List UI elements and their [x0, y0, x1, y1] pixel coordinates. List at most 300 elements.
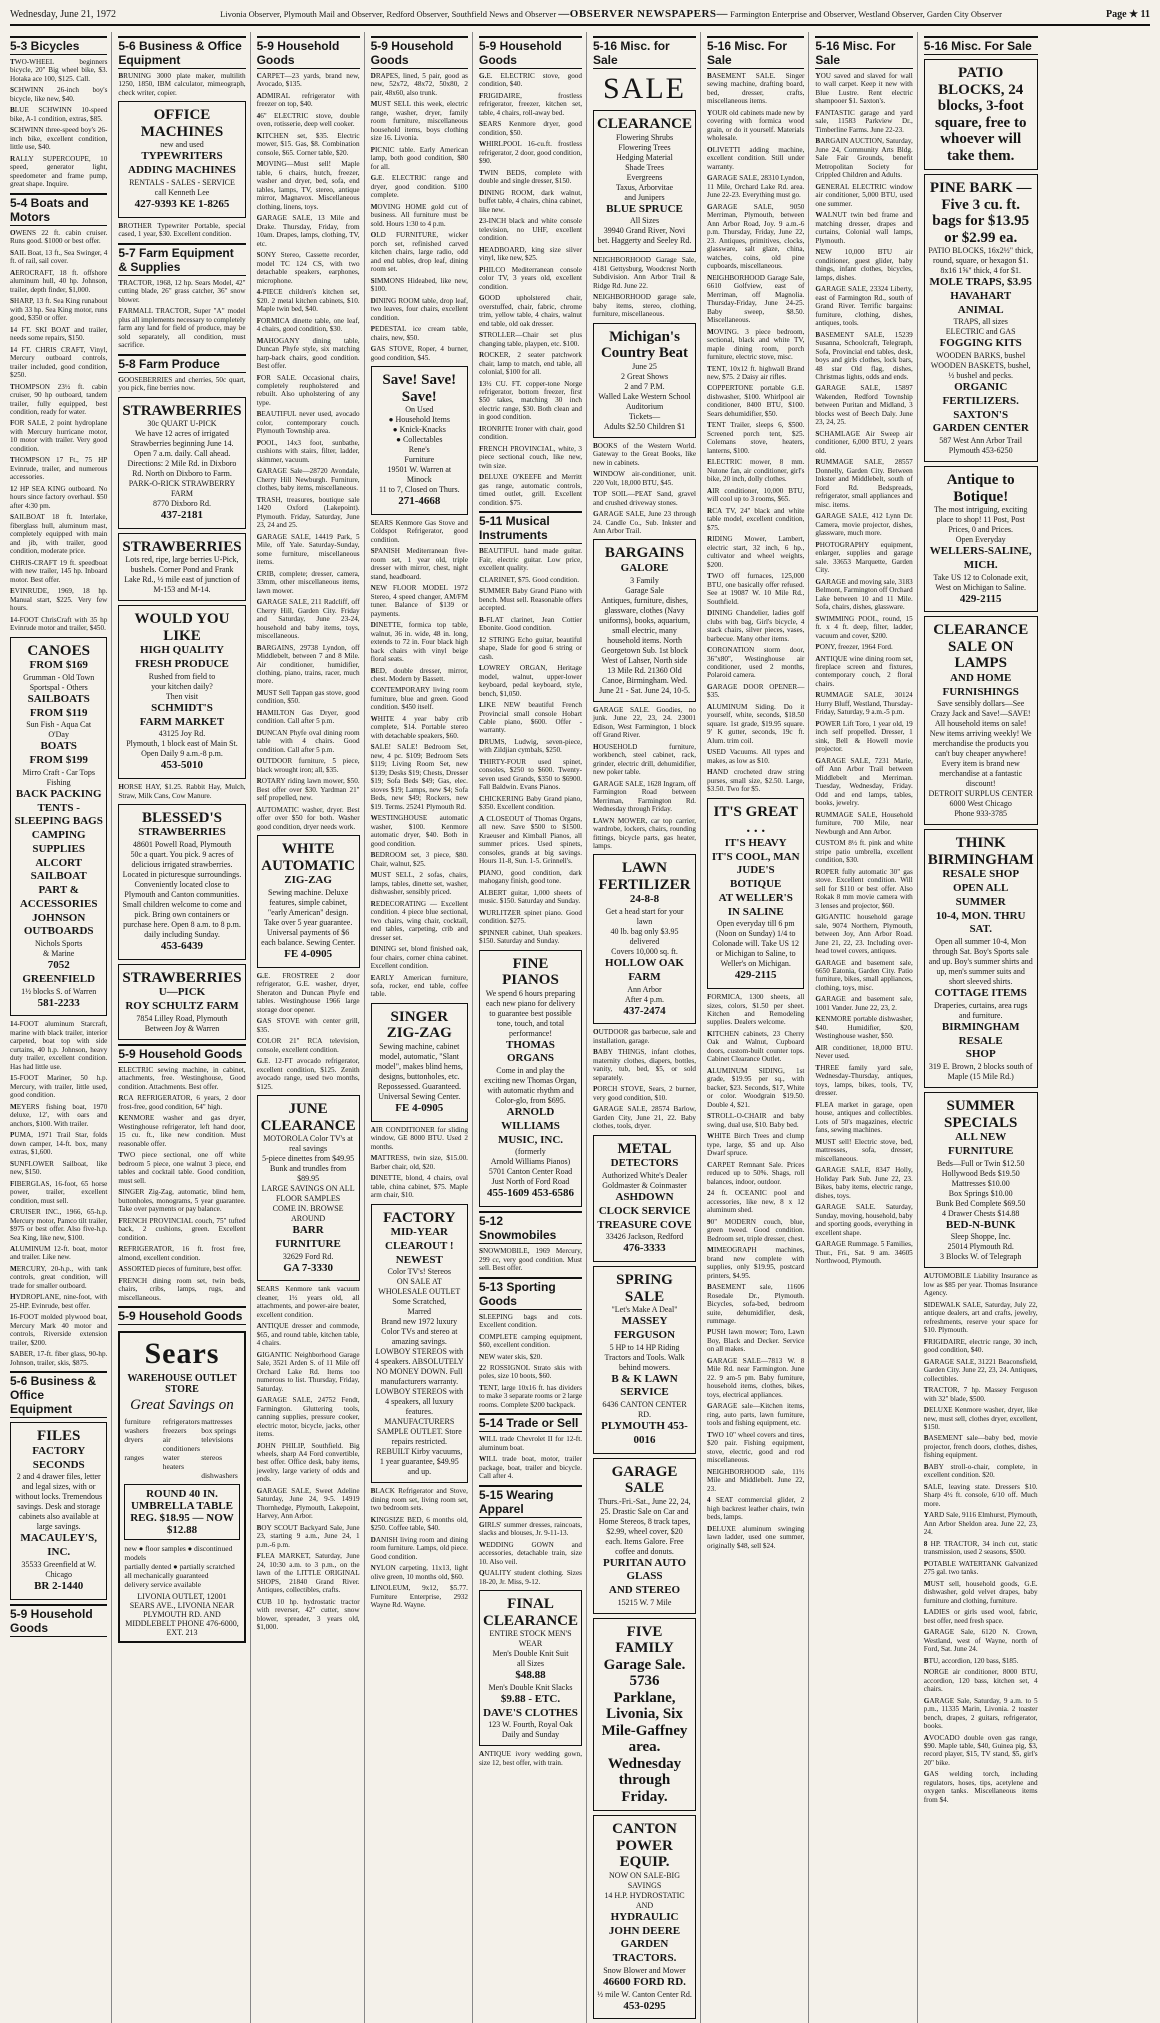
- display-ad: [924, 616, 1038, 825]
- display-ad-line: PATIO BLOCKS, 24 blocks, 3-foot square, free to whoever will take them.: [934, 65, 1027, 164]
- display-ad-line: TREASURE COVE: [597, 1218, 692, 1231]
- display-ad-line: ELECTRIC and GAS: [945, 327, 1016, 337]
- display-ad: [118, 397, 245, 529]
- section-heading: 5-6 Business & Office Equipment: [10, 1371, 107, 1418]
- display-ad-line: 7854 Lilley Road, Plymouth: [136, 1013, 228, 1023]
- classified-ad: ALUMINUM SIDING, 1st grade, $19.95 per sq., with backer, $23. Seconds, $17, White or color. Woodgrain $19.50. Double 4, $21.: [707, 1066, 805, 1109]
- classified-ad: BASEMENT SALE, 15239 Susanna, Schoolcraft, Telegraph, Sofa, Provincial end tables, desk, boys and girls clothes, lock bars, 48 star Old flag, dishes, Christmas lights, odds and ends.: [815, 330, 913, 381]
- classified-ad: 24 ft. OCEANIC pool and accessories, like new, 8 x 12 aluminum shed.: [707, 1189, 805, 1215]
- classified-ad: TRACTOR, 7 hp. Massey Ferguson with 32" blade, $500.: [923, 1386, 1038, 1403]
- classified-ad: GARAGE Rummage. 5 Families, Thur., Fri., Sat. 9 am. 34605 Northwood, Plymouth.: [815, 1240, 913, 1265]
- classified-ad: DINING ROOM, dark walnut, buffet table, 4 chairs, china cabinet, like new.: [478, 188, 582, 214]
- classified-ad: BTU, accordion, 120 bass, $185.: [923, 1656, 1019, 1665]
- classified-ad: G.E. ELECTRIC range and dryer, good condition. $100 complete.: [370, 174, 468, 200]
- classified-ad: MUST sell, household goods, G.E. dishwasher, gold velvet drapes, baby furniture and clothing, furniture.: [923, 1579, 1038, 1605]
- classified-ad: QUALITY student clothing. Sizes 18-20, Jr. Miss, 9-12.: [478, 1569, 582, 1586]
- display-ad-line: Plymouth, 1 block east of Main St.: [126, 739, 238, 749]
- display-ad-line: Nichols Sports: [35, 939, 83, 949]
- classified-ad: GIRLS' summer dresses, raincoats, slacks and blouses, Jr. 9-11-13.: [478, 1520, 582, 1538]
- display-ad-line: ENTIRE STOCK MEN'S WEAR: [489, 1629, 572, 1649]
- display-ad-line: Open everyday till 6 pm (Noon on Sunday) 1/4 to Colonade will. Take US 12 or Michigan to Saline, to Weller's on Michigan.: [712, 919, 800, 969]
- display-ad-line: Sportspal - Others: [29, 682, 88, 692]
- classified-ad: BASEMENT SALE. Singer sewing machine, drafting board, bed, dresser, crafts, miscellaneous items.: [707, 72, 805, 106]
- classified-ad: GARAGE SALE, 23324 Liberty, east of Farmington Rd., south of Grand River. Terrific bargains: furniture, clothing, dishes, antiques, tools.: [815, 285, 913, 328]
- display-ad-line: 6000 West Chicago: [949, 799, 1012, 809]
- sears-item: stereos: [201, 1453, 223, 1463]
- classified-ad: ROPER fully automatic 30" gas stove. Excellent condition. Will sell for $110 or best offer. Also Rokak 8 mm movie camera with 3 lenses and projector, $60.: [815, 867, 913, 910]
- display-ad-line: your kitchen daily?: [151, 681, 213, 691]
- display-ad-line: FILES: [37, 1428, 81, 1445]
- display-ad-line: FINE PIANOS: [502, 955, 559, 989]
- display-ad: [593, 1266, 696, 1454]
- display-ad-line: CANOES: [27, 642, 90, 659]
- classified-ad: GOOD upholstered chair, overstuffed, chair, fabric, chrome trim, yellow table, 4 chairs, walnut end table, old oak dresser.: [478, 294, 582, 328]
- classified-ad: COLOR 21" RCA television, console, excellent condition.: [256, 1037, 360, 1054]
- classified-ad: LADIES or girls used wool, fabric, best offer, need fresh space.: [923, 1608, 1038, 1625]
- classified-ad: MERCURY, 20-h.p., with tank controls, great condition, will trade for smaller outboard.: [10, 1264, 108, 1290]
- classified-ad: BASEMENT sale—baby bed, movie projector, french doors, clothes, dishes, fishing equipment.: [923, 1434, 1038, 1460]
- display-ad-line: FIVE FAMILY Garage Sale. 5736 Parklane, Livonia, Six Mile-Gaffney area. Wednesday through Friday.: [601, 1623, 688, 1805]
- classified-ad: OLD FURNITURE, wicker porch set, refinished carved kitchen chairs, large radio, odd and end tables, drop leaf, dining room set.: [370, 231, 468, 274]
- display-ad-line: THOMAS ORGANS: [506, 1038, 555, 1065]
- classified-ad: COPPERTONE portable G.E. dishwasher, $100. Whirlpool air conditioner, 8400 BTU, $100. Sears dehumidifier, $50.: [707, 384, 805, 418]
- classified-ad: KINGSIZE BED, 6 months old, $250. Coffee table, $40.: [370, 1515, 468, 1533]
- display-ad-line: CANTON POWER EQUIP.: [612, 1821, 677, 1871]
- sears-item: refrigerators: [162, 1417, 200, 1427]
- display-ad-line: 453-5010: [160, 759, 204, 772]
- display-ad-line: NOW ON SALE-BIG SAVINGS: [609, 1870, 680, 1890]
- display-ad-line: BED-N-BUNK: [945, 1218, 1016, 1231]
- classified-ad: MUST sell! Electric stove, bed, mattresses, sofa, dresser, miscellaneous.: [815, 1137, 913, 1163]
- display-ad-line: Lots red, ripe, large berries U-Pick, bushels. Corner Pond and Frank Lake Rd., ½ mile east of junction of M-153 and M-14.: [124, 555, 240, 595]
- classified-ad: SUNFLOWER Sailboat, like new, $150.: [10, 1159, 108, 1177]
- display-ad-line: 5 HP to 14 HP Riding: [609, 1342, 680, 1352]
- masthead-papers-right: Farmington Enterprise and Observer, Westland Observer, Garden City Observer: [730, 9, 1002, 19]
- classified-ad: GARAGE and basement sale, 6650 Eatonia, Garden City. Patio furniture, bikes, small appliances, clothing, toys, misc.: [815, 958, 913, 992]
- display-ad-line: WELLERS-SALINE, MICH.: [929, 545, 1032, 571]
- classified-ad: FLEA market in garage, open house, antiques and collectibles. Lots of 50's magazines, electric fans, sewing machines.: [815, 1100, 913, 1135]
- section-heading: 5-16 Misc. For Sale: [707, 36, 804, 69]
- classified-ad: AUTOMATIC washer, dryer. Best offer over $50 for both. Washer good condition, dryer needs work.: [256, 805, 360, 831]
- display-ad-line: Adults $2.50 Children $1: [603, 421, 686, 431]
- classified-ad: AIR conditioner, 10,000 BTU, will cool up to 3 rooms, $65.: [707, 486, 805, 504]
- classified-ad: GARAGE SALE, 13 Mile and Drake. Thursday, Friday, from 10am. Drapes, lamps, clothing, TV, etc.: [256, 214, 360, 248]
- classified-ad: ANTIQUE wine dining room set, fireplace screen and fixtures, contemporary couch, 2 floral chairs.: [815, 654, 913, 688]
- display-ad-line: Hollywood Beds $19.50: [941, 1168, 1020, 1178]
- display-ad: [118, 605, 245, 779]
- display-ad: [257, 1095, 360, 1281]
- classified-ad: 4-PIECE children's kitchen set, $20. 2 metal kitchen cabinets, $10. Maple twin bed, $40.: [256, 288, 360, 314]
- classified-ad: MOVING—Must sell! Maple table, 6 chairs, hutch, freezer, washer and dryer, bed, sofa, end tables, lamps, TV, stereo, antique mirror, Magnavox. Miscellaneous clothing, linens, toys.: [256, 160, 360, 211]
- classified-ad: BRUNING 3000 plate maker, multilith 1250, 1850, IBM calculator, mimeograph, check writer, copier.: [118, 72, 246, 97]
- display-ad-line: IT'S HEAVY: [724, 836, 787, 849]
- display-ad-line: PINE BARK — Five 3 cu. ft. bags for $13.95 or $2.99 ea.: [929, 180, 1032, 246]
- display-ad-line: SHOP: [965, 1048, 996, 1061]
- sears-feature: all mechanically guaranteed: [124, 1571, 209, 1581]
- display-ad-line: ALCORT SAILBOAT: [30, 856, 87, 883]
- display-ad-line: Sewing machine, cabinet model, automatic, "Slant model", makes blind hems, designs, buttonholes, etc. Repossessed. Guaranteed. Universal Sewing Center.: [375, 1041, 463, 1101]
- display-ad-line: B & K LAWN SERVICE: [611, 1372, 678, 1399]
- display-ad-line: CAMPING SUPPLIES: [31, 829, 86, 855]
- display-ad-line: HAVAHART ANIMAL: [950, 289, 1012, 316]
- classified-ad: OUTDOOR gas barbecue, sale and installation, garage.: [593, 1028, 697, 1045]
- display-ad-line: 15215 W. 7 Mile: [617, 1597, 672, 1607]
- display-ad: [924, 59, 1038, 170]
- classified-ad: SUMMER Baby Grand Piano with bench. Must sell. Reasonable offers accepted.: [478, 587, 582, 613]
- section-heading: 5-9 Household Goods: [118, 1306, 245, 1325]
- display-ad: [924, 466, 1038, 612]
- classified-ad: NEW water skis, $20.: [478, 1352, 543, 1361]
- classified-ad: WHITE Birch Trees and clump type, large, $5 and up. Also Dwarf spruce.: [707, 1132, 805, 1158]
- display-ad-line: We have 12 acres of irrigated Strawberries beginning June 14. Open 7 a.m. daily. Call ahead. Directions: 2 Mile Rd. in Dixboro Rd. North on Dixboro to Farm.: [127, 429, 237, 479]
- display-ad-line: Bunk and trundles from $89.95: [269, 1164, 347, 1184]
- classified-ad: WEDDING GOWN and accessories, detachable train, size 10. Also veil.: [478, 1540, 582, 1566]
- display-ad-line: Rushed from field to: [148, 671, 216, 681]
- classified-ad: MOVING. 3 piece bedroom, sectional, black and white TV, maple dining room, porch furniture, electric stove, misc.: [707, 327, 805, 362]
- display-ad-line: HOLLOW OAK FARM: [605, 957, 684, 983]
- classified-ad: FOR SALE. Occasional chairs, completely reupholstered and rebuilt. Also upholstering of any type.: [256, 373, 360, 407]
- display-ad-line: 437-2181: [160, 509, 204, 522]
- classified-ad: ELECTRIC mower, 8 mm. Nutone fan, air conditioner, girl's bike, 20 inch, dolly clothes.: [707, 458, 805, 484]
- display-ad-line: JUNE CLEARANCE: [260, 1101, 356, 1134]
- classified-ad: OUTDOOR furniture, 5 piece, black wrought iron; all, $35.: [256, 757, 360, 774]
- classified-ad: G.E. ELECTRIC stove, good condition, $40.: [478, 72, 582, 89]
- classified-ad: SONY Stereo, Cassette recorder, model TC 124 CS, with two detachable speakers, earphones, microphone.: [256, 251, 360, 285]
- classified-ad: BOY SCOUT Backyard Sale, June 23, starting 9 a.m., June 24, 1 p.m.-6 p.m.: [256, 1523, 360, 1549]
- display-ad-line: 3 Family: [630, 575, 659, 585]
- section-heading: 5-14 Trade or Sell: [479, 1413, 582, 1432]
- display-ad-line: FOGGING KITS: [939, 337, 1022, 350]
- display-ad-line: 319 E. Brown, 2 blocks south of Maple (15 Mile Rd.): [928, 1062, 1033, 1081]
- classified-ad: GARAGE SALE, Sweet Adeline Saturday, June 24, 9-5. 14919 Thornhedge, Plymouth, Lakepoint, Harvey, Ann Arbor.: [256, 1486, 360, 1521]
- classified-ad: CRIB, complete; dresser, camera, 33mm, other miscellaneous items, lawn mower.: [256, 569, 360, 595]
- classified-ad: AUTOMOBILE Liability Insurance as low as $85 per year. Thomas Insurance Agency.: [923, 1272, 1038, 1298]
- sale-headline: SALE: [603, 72, 686, 105]
- display-ad-line: Grumman - Old Town: [23, 672, 95, 682]
- classified-ad: LOWREY ORGAN, Heritage model, walnut, upper-lower keyboard, pedal keyboard, style, bench, $1,050.: [478, 664, 582, 698]
- section-heading: 5-6 Business & Office Equipment: [118, 36, 245, 69]
- display-ad-line: MOLE TRAPS, $3.95: [929, 276, 1032, 288]
- classified-ad: WURLITZER spinet piano. Good condition. $275.: [478, 908, 582, 926]
- section-heading: 5-9 Household Goods: [479, 36, 582, 69]
- classified-ad: 14-FOOT ChrisCraft with 35 hp Evinrude motor and trailer, $450.: [10, 615, 108, 633]
- sears-subtitle: WAREHOUSE OUTLET STORE: [127, 1373, 237, 1396]
- classified-ad: NEIGHBORHOOD garage sale, baby items, stereo, clothing, furniture, miscellaneous.: [593, 293, 697, 319]
- classified-ad: NEW FLOOR MODEL 1972 Stereo, 4 speed changer, AM/FM tuner. Balance of $139 or payments.: [370, 584, 468, 618]
- display-ad-line: GARAGE SALE: [611, 1463, 678, 1497]
- display-ad-line: Auditorium: [625, 401, 664, 411]
- sears-promo-box: [124, 1484, 239, 1540]
- classified-ad: FRIGIDAIRE, electric range, 30 inch, good condition, $40.: [923, 1337, 1038, 1355]
- display-ad-line: FARM MARKET: [139, 715, 225, 728]
- display-ad-line: AND HOME FURNISHINGS: [942, 671, 1019, 698]
- classified-ad: SWIMMING POOL, round, 15 ft. x 4 ft. deep, filter, ladder, vacuum and cover, $200.: [815, 614, 913, 640]
- classified-ad: WINDOW air-conditioner, unit. 220 Volt, 18,000 BTU, $45.: [593, 470, 697, 487]
- classified-ad: JOHN PHILIP, Southfield. Big wheels, sharp A4 Ford convertible, best offer. Office desk, baby items, jewelry, large variety of odds and ends.: [256, 1441, 360, 1484]
- section-heading: 5-8 Farm Produce: [118, 354, 245, 373]
- classified-ad: SCHWINN three-speed boy's 26-inch bike, excellent condition, little use, $40.: [10, 126, 108, 152]
- classified-ad: TWIN BEDS, complete with double and single dresser, $150.: [478, 168, 582, 186]
- display-ad-line: Get a head start for your lawn: [605, 907, 684, 927]
- classified-column: [118, 32, 250, 2023]
- classified-ad: RALLY SUPERCOUPE, 10 speed, generator light, speedometer and frame pump, great shape. Inquire.: [10, 154, 108, 189]
- classified-ad: REDECORATING — Excellent condition. 4 piece blue sectional, two chairs, wing chair, cocktail, end tables, carpeting, crib and dresser set.: [370, 899, 468, 942]
- classified-ad: G.E. 12-FT avocado refrigerator, excellent condition, $125. Zenith avocado range, used two months, $125.: [256, 1057, 360, 1091]
- classified-ad: GARAGE SALE, 28574 Barlow, Garden City, June 21, 22. Baby clothes, tools, dryer.: [593, 1105, 697, 1131]
- classified-ad: SEARS Kenmore tank vacuum cleaner, 1½ years old, all attachments, and power-aire beater, excellent condition.: [256, 1285, 360, 1319]
- classified-ad: SHARP, 13 ft. Sea King runabout with 33 hp. Sea King motor, runs good, $350 or offer.: [10, 297, 108, 323]
- display-ad-line: behind mowers.: [618, 1362, 671, 1372]
- display-ad-line: GA 7-3330: [283, 1261, 333, 1274]
- classified-column: [479, 32, 587, 2023]
- section-heading: 5-3 Bicycles: [10, 36, 107, 55]
- display-ad-line: 2 and 7 P.M.: [624, 381, 665, 391]
- classified-ad: HEADBOARD, king size silver vinyl, like new, $25.: [478, 245, 582, 263]
- display-ad-line: BLESSED'S: [141, 809, 222, 826]
- display-ad-line: Open all summer 10-4, Mon through Sat. Boy's Sports sale and up. Boy's summer shirts and up, men's summer suits and short sleeved shirts.: [928, 937, 1033, 986]
- display-ad-line: $9.88 - ETC.: [500, 1692, 561, 1705]
- classified-ad: MATTRESS, twin size, $15.00. Barber chair, old, $20.: [370, 1154, 468, 1171]
- classified-ad: WHITE 4 year baby crib complete, $14. Portable stereo with detachable speakers, $60.: [370, 714, 468, 740]
- classified-ad: SAILBOAT 18 ft. Interlake, fiberglass hull, aluminum mast, completely equipped with main and jib, with trailer, good condition, moderate price.: [10, 513, 108, 556]
- display-ad-line: GALORE: [620, 561, 669, 574]
- classified-ad: AEROCRAFT, 18 ft. offshore aluminum hull, 40 hp. Johnson, trailer, depth finder, $1,000.: [10, 268, 108, 294]
- classified-ad: OWENS 22 ft. cabin cruiser. Runs good. $1000 or best offer.: [10, 228, 108, 246]
- classified-ad: COMPLETE camping equipment, $60, excellent condition.: [478, 1332, 582, 1350]
- classified-ad: SALE! SALE! Bedroom Set, new, 4 pc. $109; Bedroom Sets $119; Living Room Set, new $139; Desks $19; Chests, Dresser $19; Sofa Beds $49; Gas, elec. stoves $19; Lamps, new $4; Sofa Beds, new $49; Rockers, new $19. Terms. 25241 Plymouth Rd.: [370, 743, 468, 811]
- display-ad: [371, 1003, 468, 1122]
- classified-ad: DINING ROOM table, drop leaf, two leaves, four chairs, excellent condition.: [370, 296, 468, 322]
- classified-ad: HORSE HAY, $1.25. Rabbit Hay, Mulch, Straw, Milk Cans, Cow Manure.: [118, 783, 246, 800]
- display-ad-line: FINAL CLEARANCE: [482, 1596, 578, 1629]
- classified-ad: SPINNER cabinet, Utah speakers. $150. Saturday and Sunday.: [478, 928, 582, 946]
- display-ad-line: JOHNSON OUTBOARDS: [23, 911, 94, 938]
- display-ad-line: SAILBOATS: [27, 692, 90, 705]
- classified-ad: KITCHEN cabinets, 23 Cherry Oak and Walnut, Cupboard doors, custom-built counter tops. Cabinet Clearance Outlet.: [707, 1029, 805, 1064]
- classified-column: [593, 32, 701, 2023]
- display-ad-line: OFFICE MACHINES: [140, 107, 224, 140]
- display-ad-line: LARGE SAVINGS ON ALL FLOOR SAMPLES: [261, 1184, 355, 1204]
- classified-ad: 46" ELECTRIC stove, double oven, rotisserie, deep well cooker.: [256, 111, 360, 129]
- display-ad-line: FROM $199: [29, 754, 88, 767]
- classified-ad: FLEA MARKET, Saturday, June 24, 10:30 a.m. to 3 p.m., on the lawn of the LITTLE ORIGINAL SHOPS, 21840 Grand River. Antiques, collectibles, crafts.: [256, 1552, 360, 1595]
- display-ad-line: PURITAN AUTO GLASS: [602, 1556, 687, 1583]
- classified-ad: CUB 10 hp. hydrostatic tractor with reverser, 42" cutter, snow blower, spreader, 3 years old, $1,000.: [256, 1597, 360, 1632]
- classified-ad: SABER, 17-ft. fiber glass, 90-hp. Johnson, trailer, skis, $875.: [10, 1350, 108, 1367]
- display-ad-line: RENTALS - SALES - SERVICE: [129, 177, 235, 187]
- classified-ad: ANTIQUE ivory wedding gown, size 12, best offer, with train.: [478, 1750, 582, 1767]
- display-ad-line: all Sizes: [517, 1659, 544, 1669]
- display-ad-line: DAVE'S CLOTHES: [483, 1706, 578, 1719]
- classified-column: [707, 32, 809, 2023]
- classified-ad: ROTARY riding lawn mower, $50. Best offer over $30. Yardman 21" self propelled, new.: [256, 777, 360, 803]
- display-ad-line: NEWEST: [395, 1253, 443, 1266]
- section-heading: 5-11 Musical Instruments: [479, 511, 582, 544]
- classified-ad: NEW 10,000 BTU air conditioner, guest glider, baby things, infant clothes, bicycles, lamps, dishes.: [815, 248, 913, 282]
- section-heading: 5-12 Snowmobiles: [479, 1211, 582, 1244]
- classified-ad: BROTHER Typewriter Portable, special cased, 1 year, $30. Excellent condition.: [118, 221, 246, 239]
- classified-ad: ELECTRIC sewing machine, in cabinet, attachments, free. Westinghouse, Good condition. Attachments. Best offer.: [118, 1065, 246, 1091]
- classified-ad: DRAPES, lined, 5 pair, good as new, 52x72, 48x72, 50x80, 2 pair, 48x60, also trunk.: [370, 72, 468, 97]
- display-ad: [479, 950, 582, 1208]
- display-ad: [593, 854, 696, 1024]
- display-ad-line: COTTAGE ITEMS: [934, 987, 1027, 999]
- display-ad: [118, 101, 245, 217]
- sears-item: water heaters: [162, 1453, 185, 1472]
- section-heading: 5-9 Household Goods: [118, 1044, 245, 1063]
- display-ad-line: Brand new 1972 luxury Color TVs and stereo at amazing savings. LOWBOY STEREOS with 4 speakers. ABSOLUTELY NO MONEY DOWN. Full manufacturers warranty.: [374, 1317, 464, 1387]
- classified-ad: OLIVETTI adding machine, excellent condition. Still under warranty.: [707, 145, 805, 171]
- display-ad-line: BLUE SPRUCE: [606, 202, 683, 215]
- classified-ad: LAWN MOWER, car top carrier, wardrobe, lockers, chairs, rounding fittings, bicycle parts, gas heater, lamps.: [593, 816, 697, 850]
- display-ad-line: WOODEN BASKETS, bushel,: [930, 361, 1031, 370]
- classified-ad: 14 FT. CHRIS CRAFT, Vinyl, Mercury outboard controls, trailer included, good condition, $250.: [10, 345, 108, 380]
- classified-ad: IRONRITE Ironer with chair, good condition.: [478, 424, 582, 442]
- classified-ad: SIMMONS Hideabed, like new, $100.: [370, 276, 468, 294]
- display-ad-line: WOULD YOU LIKE: [134, 611, 230, 644]
- classified-ad: THOMPSON 23½ ft. cabin cruiser, 90 hp outboard, tandem trailer, fully equipped, best condition, ready for water.: [10, 382, 108, 416]
- classified-ad: RIDING Mower, Lambert, electric start, 32 inch, 6 hp., cultivator and wheel weights, $200.: [707, 535, 805, 569]
- sears-logo: Sears: [144, 1337, 220, 1371]
- display-ad-line: 3 Blocks W. of Telegraph: [940, 1252, 1022, 1262]
- display-ad-line: delivered: [629, 937, 660, 947]
- display-ad-line: WHITE AUTOMATIC: [261, 841, 355, 874]
- classified-ad: FRENCH dining room set, twin beds, chairs, cribs, lamps, rugs, and miscellaneous.: [118, 1276, 246, 1302]
- classified-ad: WHIRLPOOL 16-cu.ft. frostless refrigerator, 2 door, good condition, $90.: [478, 140, 582, 166]
- classified-ad: ROCKER, 2 seater patchwork chair, lamp to match, end table, all colonial, $100 for all.: [478, 351, 582, 377]
- sears-item: ranges: [124, 1453, 144, 1463]
- classified-ad: A CLOSEOUT of Thomas Organs, all new. Save $500 to $1500. Kraeuser and Kimball Pianos, all summer prices. Used spinets, consoles, grands at big savings. Hours 11-8, Sun. 1-5. Grinnell's.: [478, 814, 582, 866]
- classified-ad: MAHOGANY dining table, Duncan Phyfe style, six matching harp-back chairs, good condition. Best offer.: [256, 336, 360, 371]
- sears-promo-title: ROUND 40 IN. UMBRELLA TABLE: [130, 1488, 233, 1513]
- classified-ad: DUNCAN Phyfe oval dining room table with 4 chairs. Good condition. Call after 5 p.m.: [256, 728, 360, 754]
- display-ad-line: 40 lb. bag only $3.95: [610, 927, 679, 937]
- display-ad: [593, 110, 696, 252]
- display-ad: [10, 637, 107, 1017]
- classified-ad: KENMORE washer and gas dryer, Westinghouse refrigerator, left hand door, 15 cu. ft., like new condition. Must reasonable offer.: [118, 1114, 246, 1148]
- classified-ad: MUST SELL this week, electric range, washer, dryer, family room furniture, miscellaneous household items, boys clothing size 16. Livonia.: [370, 100, 468, 143]
- classified-ad: SLEEPING bags and cots. Excellent condition.: [478, 1312, 582, 1330]
- display-ad: [593, 1618, 696, 1812]
- display-ad-line: 32629 Ford Rd.: [282, 1251, 334, 1261]
- display-ad: [118, 804, 245, 960]
- classified-ad: CUSTOM 8½ ft. pink and white stripe patio umbrella, excellent condition, $30.: [815, 839, 913, 865]
- display-ad-line: 429-2115: [959, 592, 1002, 605]
- classified-ad: TWO-WHEEL beginners bicycle, 20" Big wheel bike, $3. Hotaka ace 100, $125. Call.: [10, 58, 108, 83]
- classified-ad: WILL trade Chevrolet II for 12-ft. aluminum boat.: [478, 1435, 582, 1452]
- display-ad-line: 50c a quart. You pick. 9 acres of delicious irrigated strawberries. Located in picturesque surroundings. Conveniently located close to Plymouth and Canton communities. Small children welcome to come and pick. Bring own containers or purchase here. Open 8 a.m. to 8 p.m. daily including Sunday.: [122, 850, 242, 940]
- display-ad-line: Bunk Bed Complete $69.50: [936, 1198, 1026, 1208]
- display-ad-line: THINK BIRMINGHAM: [927, 835, 1034, 868]
- display-ad-line: Plymouth 453-6250: [948, 446, 1013, 455]
- display-ad-line: U—PICK: [158, 986, 206, 999]
- classified-ad: PEDESTAL ice cream table, chairs, new, $50.: [370, 325, 468, 342]
- classified-columns: [10, 32, 1150, 2012]
- classified-ad: ALUMINUM 12-ft. boat, motor and trailer. Like new.: [10, 1244, 108, 1262]
- classified-ad: 8 HP. TRACTOR, 34 inch cut, static transmission, used 2 seasons, $500.: [923, 1539, 1038, 1557]
- sears-address: LIVONIA OUTLET, 12001 SEARS AVE., LIVONIA NEAR PLYMOUTH RD. AND MIDDLEBELT PHONE 476-6000, EXT. 213: [125, 1592, 239, 1638]
- display-ad-line: Daily and Sunday: [501, 1730, 560, 1740]
- display-ad-line: Fishing: [46, 777, 71, 787]
- classified-ad: BABY THINGS, infant clothes, maternity clothes, diapers, bottles, vanity, tub, bed, $5, or sold separately.: [593, 1048, 697, 1082]
- display-ad-line: Take US 12 to Colonade exit, West on Michigan to Saline.: [933, 572, 1028, 592]
- display-ad-line: (formerly: [515, 1147, 546, 1157]
- display-ad: [924, 174, 1038, 462]
- classified-ad: BEDROOM set, 3 piece, $80. Chair, walnut, $25.: [370, 851, 468, 868]
- display-ad-line: 476-3333: [623, 1242, 666, 1255]
- classified-ad: FARMALL TRACTOR, Super "A" model plus all implements necessary to completely farm any land for field of produce, may be sold separately, all condition, must sacrifice.: [118, 307, 246, 350]
- display-ad-line: ½ mile W. Canton Center Rd.: [597, 1989, 692, 1999]
- display-ad-line: Men's Double Knit Slacks: [488, 1682, 573, 1692]
- display-ad-line: Arnold Williams Pianos): [490, 1157, 571, 1167]
- display-ad-line: Beds—Full or Twin $12.50: [936, 1158, 1025, 1168]
- display-ad-line: Antiques, furniture, dishes, glassware, clothes (Navy uniforms), books, aquarium, small electric, many household items. North Georgetown Sub. 1st block West of Lahser, North side 13 Mile Rd. 21360 Old Canoe, Birmingham. Wed. June 21 - Sat. June 24, 10-5.: [599, 595, 690, 695]
- sears-item: [124, 1471, 162, 1480]
- classified-ad: PHOTOGRAPHY equipment, enlarger, supplies and garage sale. 33653 Marquette, Garden City.: [815, 540, 913, 575]
- classified-ad: BED, double dresser, mirror, chest. Modern by Bassett.: [370, 666, 468, 683]
- classified-ad: THIRTY-FOUR used spinet, consoles, $250 to $600. Twenty-seven used Grands, $350 to $6900. Fall Baldwin. Evans Pianos.: [478, 757, 582, 792]
- classified-ad: STROLL-O-CHAIR and baby swing, dual use, $10. Baby bed.: [707, 1112, 805, 1129]
- sears-item: air conditioners: [162, 1435, 200, 1454]
- classified-ad: GAS welding torch, including regulators, hoses, tips, acetylene and oxygen tanks. Miscellaneous items from $4.: [923, 1770, 1038, 1804]
- classified-ad: HAND crocheted draw string purses, small size, $2.50. Large, $3.50. Two for $5.: [707, 768, 805, 794]
- classified-ad: GARAGE Sale—28720 Avondale, Cherry Hill Newburgh. Furniture, clothes, baby items, miscellaneous.: [256, 467, 360, 493]
- display-ad-line: 8770 Dixboro Rd.: [152, 499, 211, 509]
- display-ad-line: MANUFACTURERS SAMPLE OUTLET. Store repairs restricted.: [376, 1417, 462, 1447]
- classified-ad: GAS STOVE, Roper, 4 burner, good condition, $45.: [370, 345, 468, 362]
- display-ad-line: LAWN FERTILIZER: [598, 860, 691, 893]
- display-ad-line: 581-2233: [37, 996, 80, 1009]
- section-heading: 5-13 Sporting Goods: [479, 1277, 582, 1310]
- display-ad-line: Then visit: [165, 691, 199, 701]
- classified-ad: SEARS Kenmore dryer, good condition, $50.: [478, 120, 582, 137]
- display-ad-line: Between Joy & Warren: [144, 1023, 220, 1033]
- section-heading: 5-4 Boats and Motors: [10, 193, 107, 226]
- display-ad-line: ● Knick-Knacks: [392, 425, 446, 435]
- classified-column: [815, 32, 917, 2023]
- display-ad-line: Mirro Craft - Car Tops: [22, 767, 95, 777]
- display-ad-line: bet. Haggerty and Seeley Rd.: [597, 236, 692, 246]
- classified-ad: GARAGE SALE. Saturday, Sunday, moving, household, baby and sporting goods, everything in excellent shape.: [815, 1203, 913, 1237]
- display-ad-line: JUDE'S BOTIQUE: [730, 864, 782, 891]
- classified-ad: CARPET—23 yards, brand new, Avocado, $135.: [256, 72, 360, 89]
- display-ad-line: 24-8-8: [629, 893, 660, 906]
- display-ad-line: Authorized White's Dealer: [601, 1171, 688, 1181]
- display-ad-line: MUSIC, INC.: [497, 1133, 564, 1146]
- classified-ad: AIR CONDITIONER for sliding window, GE 8000 BTU. Used 2 months.: [370, 1125, 468, 1151]
- display-ad-line: CLEAROUT !: [385, 1239, 454, 1252]
- display-ad-line: Snow Blower and Mower: [603, 1965, 686, 1975]
- classified-ad: THREE family yard sale, Wednesday-Thursday, antiques, toys, lamps, bikes, tools, TV, dresser.: [815, 1063, 913, 1098]
- display-ad-line: HYDRAULIC JOHN DEERE: [608, 1910, 681, 1937]
- sears-item: mattresses: [201, 1417, 233, 1427]
- display-ad-line: Taxus, Arborvitae: [615, 182, 674, 192]
- classified-ad: EARLY American furniture, sofa, rocker, end table, coffee table.: [370, 973, 468, 999]
- display-ad-line: 4 Drawer Chests $14.88: [942, 1208, 1020, 1218]
- classified-ad: BEAUTIFUL hand made guitar. Fair, electric guitar. Low price, excellent quality.: [478, 547, 582, 573]
- classified-ad: CRUISER INC., 1966, 65-h.p. Mercury motor, Pamco tilt trailer, $975 or best offer. Also five-h.p. Sea King, like new, $100.: [10, 1208, 108, 1242]
- classified-ad: PIANO, good condition, dark mahogany finish, good tone.: [478, 868, 582, 886]
- display-ad-line: TYPEWRITERS: [141, 150, 223, 163]
- display-ad-line: DETECTORS: [610, 1157, 679, 1170]
- display-ad: [10, 1422, 107, 1599]
- classified-ad: KITCHEN set, $35. Electric mower, $15. Gas, $8. Combination console, $65. Corner table, $20.: [256, 131, 360, 157]
- classified-ad: RUMMAGE SALE, Household furniture, 700 Mile, near Newburgh and Ann Arbor.: [815, 810, 913, 836]
- display-ad-line: BR 2-1440: [34, 1579, 84, 1592]
- classified-ad: MIMEOGRAPH machines, brand new complete with supplies, only $19.95, postcard printers, $4.95.: [707, 1246, 805, 1280]
- display-ad-line: ½ bushel and pecks.: [948, 371, 1014, 380]
- classified-ad: AIR conditioner, 18,000 BTU. Never used.: [815, 1043, 913, 1061]
